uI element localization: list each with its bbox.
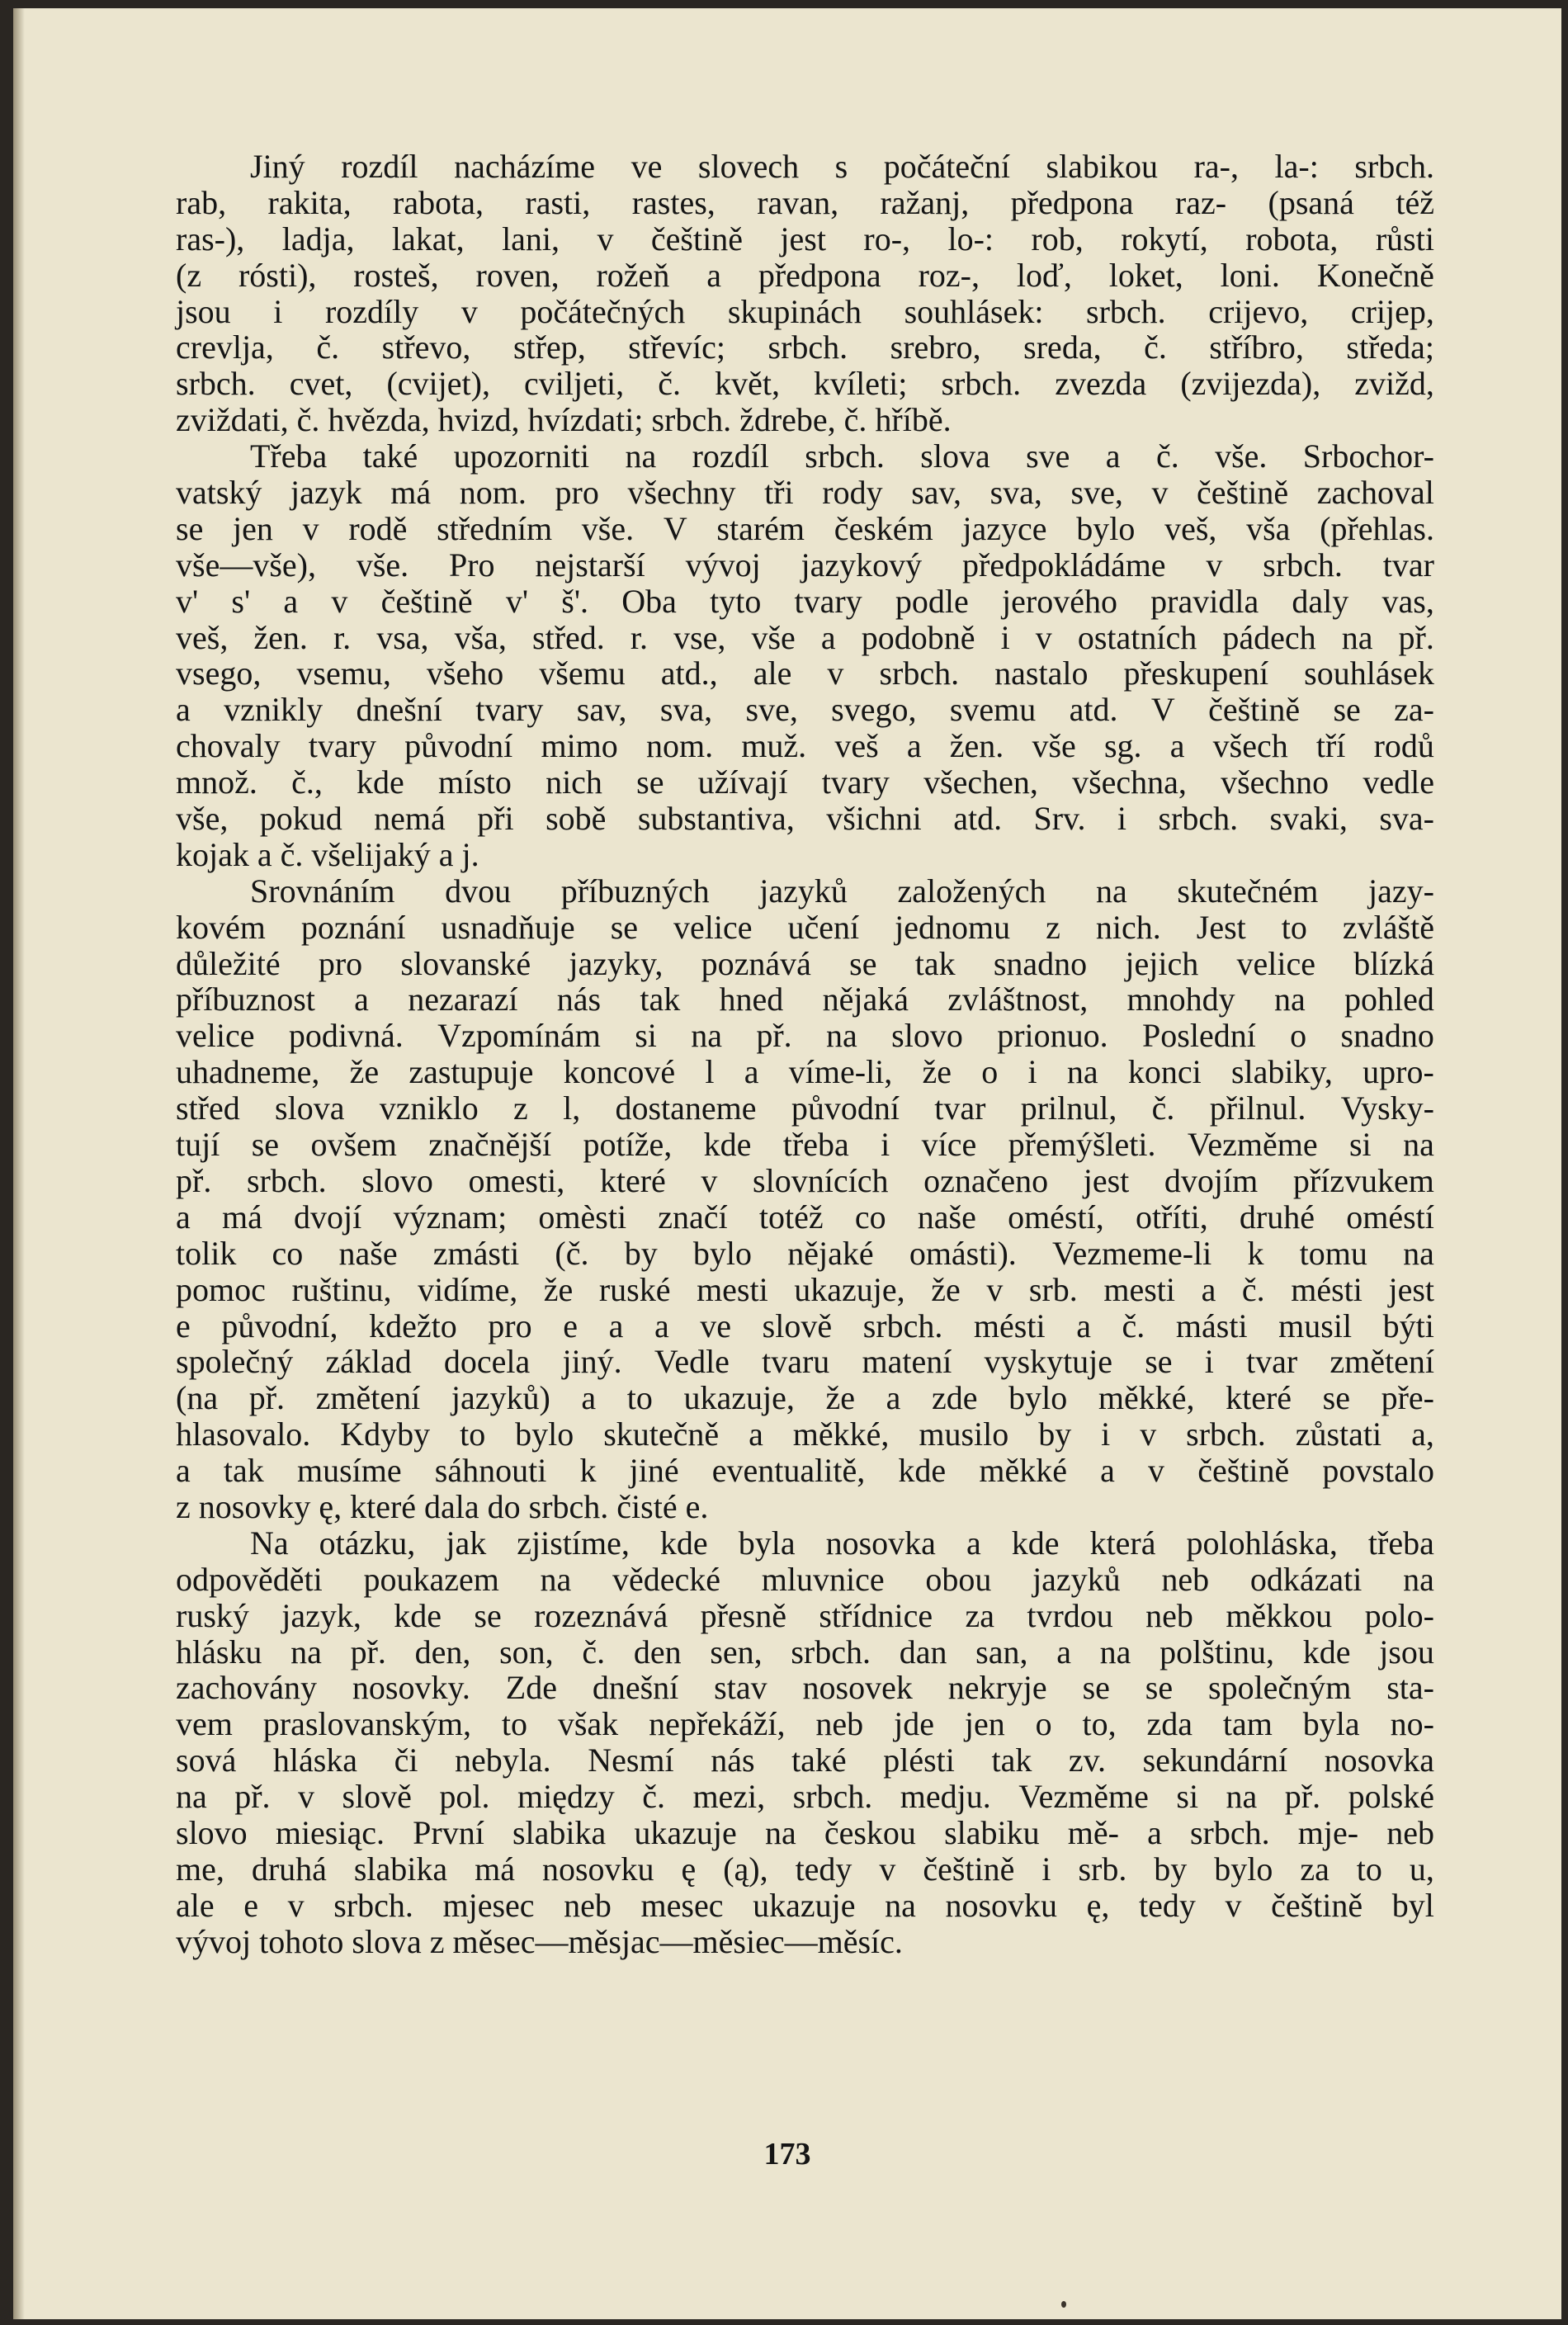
page-number: 173 — [763, 2137, 811, 2171]
text-line: e původní, kdežto pro e a a ve slově srbch. mésti a č. másti musil býti — [176, 1307, 1434, 1344]
text-line: (na př. změtení jazyků) a to ukazuje, že a zde bylo měkké, které se pře- — [176, 1379, 1434, 1417]
text-line: ras-), ladja, lakat, lani, v češtině jest ro-, lo-: rob, rokytí, robota, růsti — [176, 220, 1434, 258]
text-line: příbuznost a nezarazí nás tak hned nějaká zvláštnost, mnohdy na pohled — [176, 981, 1434, 1018]
text-line: uhadneme, že zastupuje koncové l a víme-li, že o i na konci slabiky, upro- — [176, 1053, 1434, 1091]
text-line: slovo miesiąc. První slabika ukazuje na českou slabiku mě- a srbch. mje- neb — [176, 1813, 1434, 1851]
text-line: vatský jazyk má nom. pro všechny tři rody sav, sva, sve, v češtině zachoval — [176, 474, 1434, 512]
text-line: př. srbch. slovo omesti, které v slovnících označeno jest dvojím přízvukem — [176, 1161, 1434, 1199]
text-line: tují se ovšem značnější potíže, kde třeba i více přemýšleti. Vezměme si na — [176, 1126, 1434, 1164]
paragraph — [176, 873, 1434, 1525]
text-line: srbch. cvet, (cvijet), cviljeti, č. květ, kvíleti; srbch. zvezda (zvijezda), zvižd, — [176, 365, 1434, 403]
text-line: Na otázku, jak zjistíme, kde byla nosovka a kde která polohláska, třeba — [250, 1524, 1434, 1562]
text-line: vsego, vsemu, všeho všemu atd., ale v srbch. nastalo přeskupení souhlásek — [176, 654, 1434, 692]
text-line: a tak musíme sáhnouti k jiné eventualitě, kde měkké a v češtině povstalo — [176, 1452, 1434, 1490]
ink-speck — [1061, 2301, 1066, 2308]
text-line: Jiný rozdíl nacházíme ve slovech s počáteční slabikou ra-, la-: srbch. — [250, 148, 1434, 185]
text-line: rab, rakita, rabota, rasti, rastes, ravan, ražanj, předpona raz- (psaná též — [176, 183, 1434, 221]
text-line: kovém poznání usnadňuje se velice učení jednomu z nich. Jest to zvláště — [176, 908, 1434, 946]
text-line: tolik co naše zmásti (č. by bylo nějaké omásti). Vezmeme-li k tomu na — [176, 1234, 1434, 1272]
body-text — [176, 149, 1434, 1960]
text-line: a vznikly dnešní tvary sav, sva, sve, svego, svemu atd. V češtině se za- — [176, 691, 1434, 729]
text-line: hlásku na př. den, son, č. den sen, srbch. dan san, a na polštinu, kde jsou — [176, 1633, 1434, 1671]
text-line: kojak a č. všelijaký a j. — [176, 835, 479, 873]
text-line: vývoj tohoto slova z měsec—měsjac—měsiec—měsíc. — [176, 1922, 903, 1960]
text-line: střed slova vzniklo z l, dostaneme původní tvar prilnul, č. přilnul. Vysky- — [176, 1089, 1434, 1127]
text-line: chovaly tvary původní mimo nom. muž. veš a žen. vše sg. a všech tří rodů — [176, 727, 1434, 765]
text-line: se jen v rodě středním vše. V starém českém jazyce bylo veš, vša (přehlas. — [176, 509, 1434, 547]
text-line: vše, pokud nemá při sobě substantiva, všichni atd. Srv. i srbch. svaki, sva- — [176, 800, 1434, 838]
text-line: odpověděti poukazem na vědecké mluvnice obou jazyků neb odkázati na — [176, 1560, 1434, 1598]
text-line: velice podivná. Vzpomínám si na př. na slovo prionuo. Poslední o snadno — [176, 1017, 1434, 1055]
text-line: ruský jazyk, kde se rozeznává přesně střídnice za tvrdou neb měkkou polo- — [176, 1596, 1434, 1634]
text-line: pomoc ruštinu, vidíme, že ruské mesti ukazuje, že v srb. mesti a č. mésti jest — [176, 1270, 1434, 1308]
text-line: jsou i rozdíly v počátečných skupinách souhlásek: srbch. crijevo, crijep, — [176, 292, 1434, 330]
text-line: sová hláska či nebyla. Nesmí nás také plésti tak zv. sekundární nosovka — [176, 1741, 1434, 1779]
paragraph — [176, 149, 1434, 438]
text-line: (z rósti), rosteš, roven, rožeň a předpona roz-, loď, loket, loni. Konečně — [176, 256, 1434, 294]
text-line: zachovány nosovky. Zde dnešní stav nosovek nekryje se se společným sta- — [176, 1669, 1434, 1707]
text-line: Třeba také upozorniti na rozdíl srbch. slova sve a č. vše. Srbochor- — [250, 437, 1434, 475]
text-line: vem praslovanským, to však nepřekáží, neb jde jen o to, zda tam byla no- — [176, 1705, 1434, 1743]
text-line: a má dvojí význam; omèsti značí totéž co naše oméstí, otříti, druhé oméstí — [176, 1198, 1434, 1236]
text-line: veš, žen. r. vsa, vša, střed. r. vse, vše a podobně i v ostatních pádech na př. — [176, 618, 1434, 656]
text-line: hlasovalo. Kdyby to bylo skutečně a měkké, musilo by i v srbch. zůstati a, — [176, 1415, 1434, 1453]
text-line: v' s' a v češtině v' š'. Oba tyto tvary podle jerového pravidla daly vas, — [176, 582, 1434, 620]
text-line: me, druhá slabika má nosovku ę (ą), tedy v češtině i srb. by bylo za to u, — [176, 1850, 1434, 1888]
text-line: společný základ docela jiný. Vedle tvaru matení vyskytuje se i tvar změtení — [176, 1343, 1434, 1381]
text-line: důležité pro slovanské jazyky, poznává se tak snadno jejich velice blízká — [176, 944, 1434, 982]
text-line: crevlja, č. střevo, střep, střevíc; srbch. srebro, sreda, č. stříbro, středa; — [176, 328, 1434, 366]
paragraph — [176, 1525, 1434, 1960]
text-line: vše—vše), vše. Pro nejstarší vývoj jazykový předpokládáme v srbch. tvar — [176, 546, 1434, 584]
text-line: množ. č., kde místo nich se užívají tvary všechen, všechna, všechno vedle — [176, 763, 1434, 801]
text-line: na př. v slově pol. między č. mezi, srbch. medju. Vezměme si na př. polské — [176, 1778, 1434, 1816]
text-line: Srovnáním dvou příbuzných jazyků založených na skutečném jazy- — [250, 872, 1434, 910]
text-line: zviždati, č. hvězda, hvizd, hvízdati; srbch. ždrebe, č. hříbě. — [176, 401, 952, 439]
text-line: z nosovky ę, které dala do srbch. čisté e. — [176, 1487, 709, 1525]
text-line: ale e v srbch. mjesec neb mesec ukazuje na nosovku ę, tedy v češtině byl — [176, 1886, 1434, 1924]
paragraph — [176, 438, 1434, 873]
book-page — [13, 8, 1561, 2319]
